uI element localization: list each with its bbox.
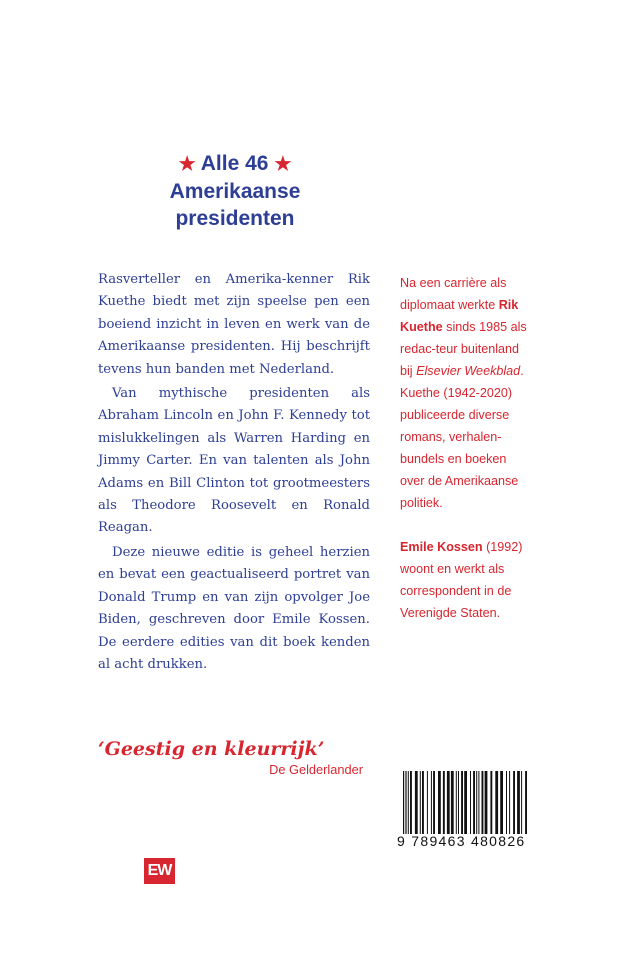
barcode-bar — [517, 771, 520, 841]
book-title — [160, 150, 310, 232]
barcode-bar — [476, 771, 477, 841]
barcode-bar — [461, 771, 463, 841]
barcode-bar — [470, 771, 471, 841]
publisher-logo: EW — [144, 858, 175, 884]
title-text-1: Alle 46 — [200, 152, 269, 175]
barcode-bar — [427, 771, 428, 841]
star-icon: ★ — [178, 154, 196, 175]
barcode-bar — [408, 771, 409, 841]
blurb-paragraph-1: Rasverteller en Amerika-kenner Rik Kuethe biedt met zijn speelse pen een boeiend inzicht in leven en werk van de Amerikaanse presidenten. Hij beschrijft tevens hun banden met Nederland. — [98, 272, 370, 377]
blurb-paragraph-2: Van mythische presidenten als Abraham Lincoln en John F. Kennedy tot mislukkelingen als Warren Harding en Jimmy Carter. En van talenten als John Adams en Bill Clinton tot grootmeesters als Theodore Roosevelt en Ronald Reagan. — [98, 386, 370, 536]
review-source: De Gelderlander — [269, 762, 363, 777]
barcode-bar — [509, 771, 510, 841]
barcode-bar — [506, 771, 507, 841]
barcode-bar — [456, 771, 457, 841]
title-line-3: presidenten — [175, 207, 295, 230]
bio2-text: (1992) woont en werkt als correspondent in de Verenigde Staten. — [400, 540, 523, 620]
barcode-bar — [478, 771, 479, 841]
bio1-text-c: . Kuethe (1942-2020) publiceerde diverse romans, verhalen-bundels en boeken over de Amerikaanse politiek. — [400, 364, 524, 510]
barcode-bar — [422, 771, 424, 841]
barcode-bar — [438, 771, 441, 841]
bio-rik-kuethe — [400, 272, 532, 514]
barcode-bar — [490, 771, 492, 841]
review-quote: ‘Geestig en kleurrijk’ — [98, 738, 325, 760]
barcode-bar — [415, 771, 418, 841]
barcode-bar — [525, 771, 527, 841]
barcode-bar — [495, 771, 498, 841]
bio1-author-name: Rik Kuethe — [400, 298, 519, 334]
barcode-bar — [521, 771, 522, 841]
barcode-bar — [451, 771, 454, 841]
barcode-bar — [513, 771, 515, 841]
bio2-author-name: Emile Kossen — [400, 540, 483, 554]
blurb — [98, 269, 370, 676]
barcode-bar — [473, 771, 475, 841]
bio1-text-a: Na een carrière als diplomaat werkte — [400, 276, 507, 312]
star-icon: ★ — [274, 154, 292, 175]
barcode-bar — [447, 771, 450, 841]
barcode-bar — [443, 771, 445, 841]
barcode-bar — [431, 771, 432, 841]
isbn-number: 9 789463 480826 — [397, 834, 537, 848]
barcode-bar — [485, 771, 488, 841]
title-line-2: Amerikaanse — [169, 180, 301, 203]
barcode-bar — [433, 771, 435, 841]
barcode-bar — [482, 771, 484, 841]
title-line-1 — [160, 150, 310, 178]
barcode-bar — [500, 771, 503, 841]
barcode — [400, 771, 536, 883]
blurb-paragraph-3: Deze nieuwe editie is geheel herzien en bevat een geactualiseerd portret van Donald Trump en van zijn opvolger Joe Biden, geschreven door Emile Kossen. De eerdere edities van dit boek kenden al acht drukken. — [98, 544, 370, 672]
bio-emile-kossen — [400, 536, 532, 624]
barcode-bar — [420, 771, 421, 841]
barcode-bar — [410, 771, 412, 841]
bio1-magazine: Elsevier Weekblad — [416, 364, 521, 378]
author-bios — [400, 272, 532, 624]
bio1-text-b: sinds 1985 als redac-teur buitenland bij — [400, 320, 527, 378]
barcode-bar — [458, 771, 459, 841]
